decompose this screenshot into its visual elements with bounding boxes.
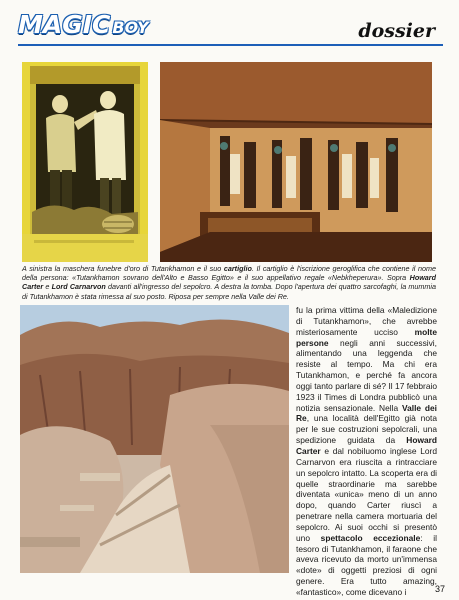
photo-valley-of-kings [20, 305, 289, 573]
photo-carter-carnarvon [22, 62, 148, 262]
article-text-3: , una località dell'Egitto già nota per le sue costruzioni sepolcrali, una spedizione guidata da [296, 413, 437, 446]
article-text-5: : il tesoro di Tutankhamon, il faraone che aveva ricevuto da morto un'immensa «dote» di oggetti preziosi di ogni genere. Era tutto amazing, «fantastico», come dicevano i [296, 532, 437, 597]
caption-text-2: . Il cartiglio è l'iscrizione geroglifica che contiene il nome della persona: «Tutankhamon sovrano dell'Alto e Basso Egitto» e il suo appellativo regale «Nebkheperura». Sopra [22, 264, 436, 283]
caption-bold-3: Lord Carnarvon [51, 282, 106, 292]
page-header [0, 0, 459, 48]
article-text-2: negli anni successivi, alimentando una leggenda che resiste al tempo. Ma chi era Tutankhamon, e perché fa ancora oggi tanto parlare di sé? Il 17 febbraio 1923 il Times di Londra pubblicò una notizia sensazionale. Nella [296, 337, 437, 413]
photo-carter-carnarvon-image [22, 62, 148, 262]
article-bold-2: Valle dei Re [296, 402, 437, 424]
magazine-logo [18, 12, 149, 41]
header-rule [18, 44, 443, 46]
caption-bold-2: Howard Carter [22, 273, 436, 292]
page-number: 37 [434, 584, 445, 594]
caption-bold-1: cartiglio [223, 264, 252, 273]
photo-caption [22, 264, 436, 301]
logo-suffix: BOY [112, 18, 149, 37]
caption-text-3: e [43, 282, 52, 292]
article-bold-3: Howard Carter [296, 435, 437, 456]
logo-main: MAGIC [18, 10, 111, 39]
photo-tomb-interior [160, 62, 432, 262]
photo-tomb-interior-image [160, 62, 432, 262]
article-body [296, 305, 437, 598]
article-text-4: e dal nobiluomo inglese Lord Carnarvon era riuscita a rintracciare un sepolcro intatto. La scoperta era di quelle straordinarie ma sarebbe diventata «unica» meno di un anno dopo, quando Carter riuscì a penetrare nella camera mortuaria del sepolcro. Ai suoi occhi si presentò uno [296, 445, 437, 543]
article-bold-4: spettacolo eccezionale [320, 532, 421, 543]
photo-valley-of-kings-image [20, 305, 289, 573]
caption-text-1: A sinistra la maschera funebre d'oro di Tutankhamon e il suo [22, 264, 224, 273]
article-text-1: fu la prima vittima della «Maledizione di Tutankhamon», che avrebbe misteriosamente ucciso [296, 305, 437, 337]
section-title: dossier [358, 20, 435, 42]
caption-text-4: davanti all'ingresso del sepolcro. A destra la tomba. Dopo l'apertura dei quattro sarcofaghi, la mummia di Tutankhamon è stata rimessa al suo posto. Riposa per sempre nella Valle dei Re. [22, 282, 436, 301]
article-bold-1: molte persone [296, 326, 437, 348]
